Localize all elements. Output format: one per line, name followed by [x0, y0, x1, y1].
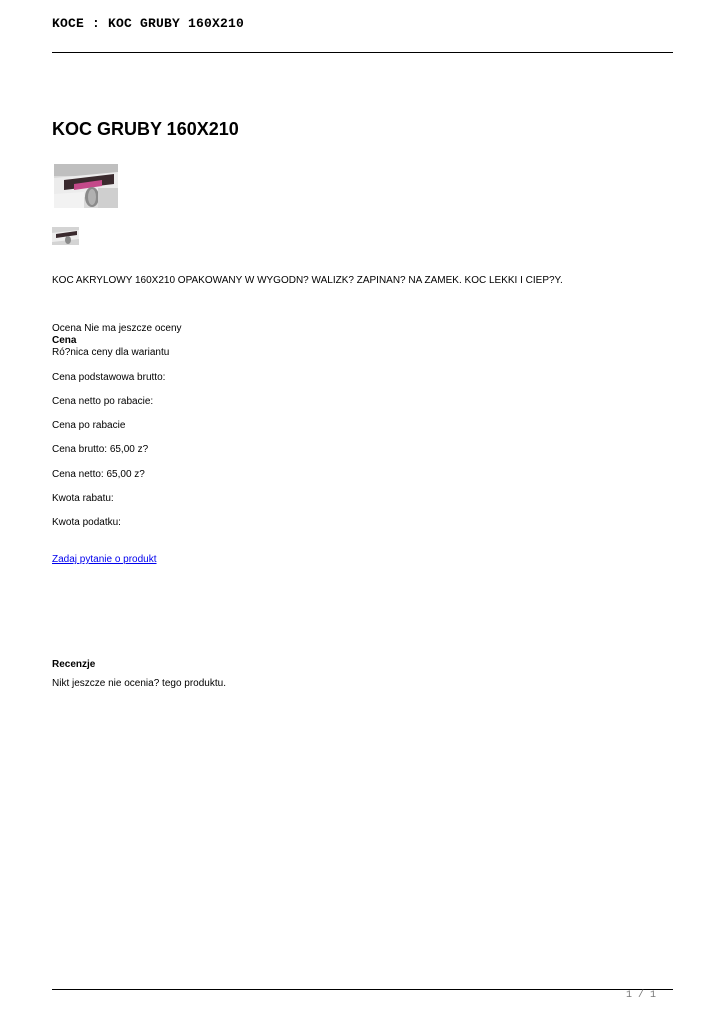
rating-text: Ocena Nie ma jeszcze oceny [52, 323, 182, 334]
price-heading: Cena [52, 335, 77, 346]
product-description: KOC AKRYLOWY 160X210 OPAKOWANY W WYGODN? WALIZK? ZAPINAN? NA ZAMEK. KOC LEKKI I CIEP?Y. [52, 275, 563, 286]
price-net-after-discount: Cena netto po rabacie: [52, 396, 154, 407]
product-thumbnail-image[interactable] [52, 227, 79, 245]
discount-amount: Kwota rabatu: [52, 493, 114, 504]
price-after-discount: Cena po rabacie [52, 420, 126, 431]
ask-question-link[interactable]: Zadaj pytanie o produkt [52, 554, 157, 565]
tax-amount: Kwota podatku: [52, 517, 121, 528]
price-gross: Cena brutto: 65,00 z? [52, 444, 149, 455]
page-header-title: KOCE : KOC GRUBY 160X210 [52, 16, 245, 31]
price-variant-diff: Ró?nica ceny dla wariantu [52, 347, 170, 358]
price-base-gross: Cena podstawowa brutto: [52, 372, 166, 383]
footer-divider [52, 989, 673, 990]
page-number: 1 / 1 [626, 990, 657, 1001]
reviews-heading: Recenzje [52, 659, 96, 670]
price-net: Cena netto: 65,00 z? [52, 469, 145, 480]
product-main-image[interactable] [54, 164, 118, 208]
product-title: KOC GRUBY 160X210 [52, 119, 239, 139]
reviews-empty-text: Nikt jeszcze nie ocenia? tego produktu. [52, 678, 226, 689]
header-divider [52, 52, 673, 53]
